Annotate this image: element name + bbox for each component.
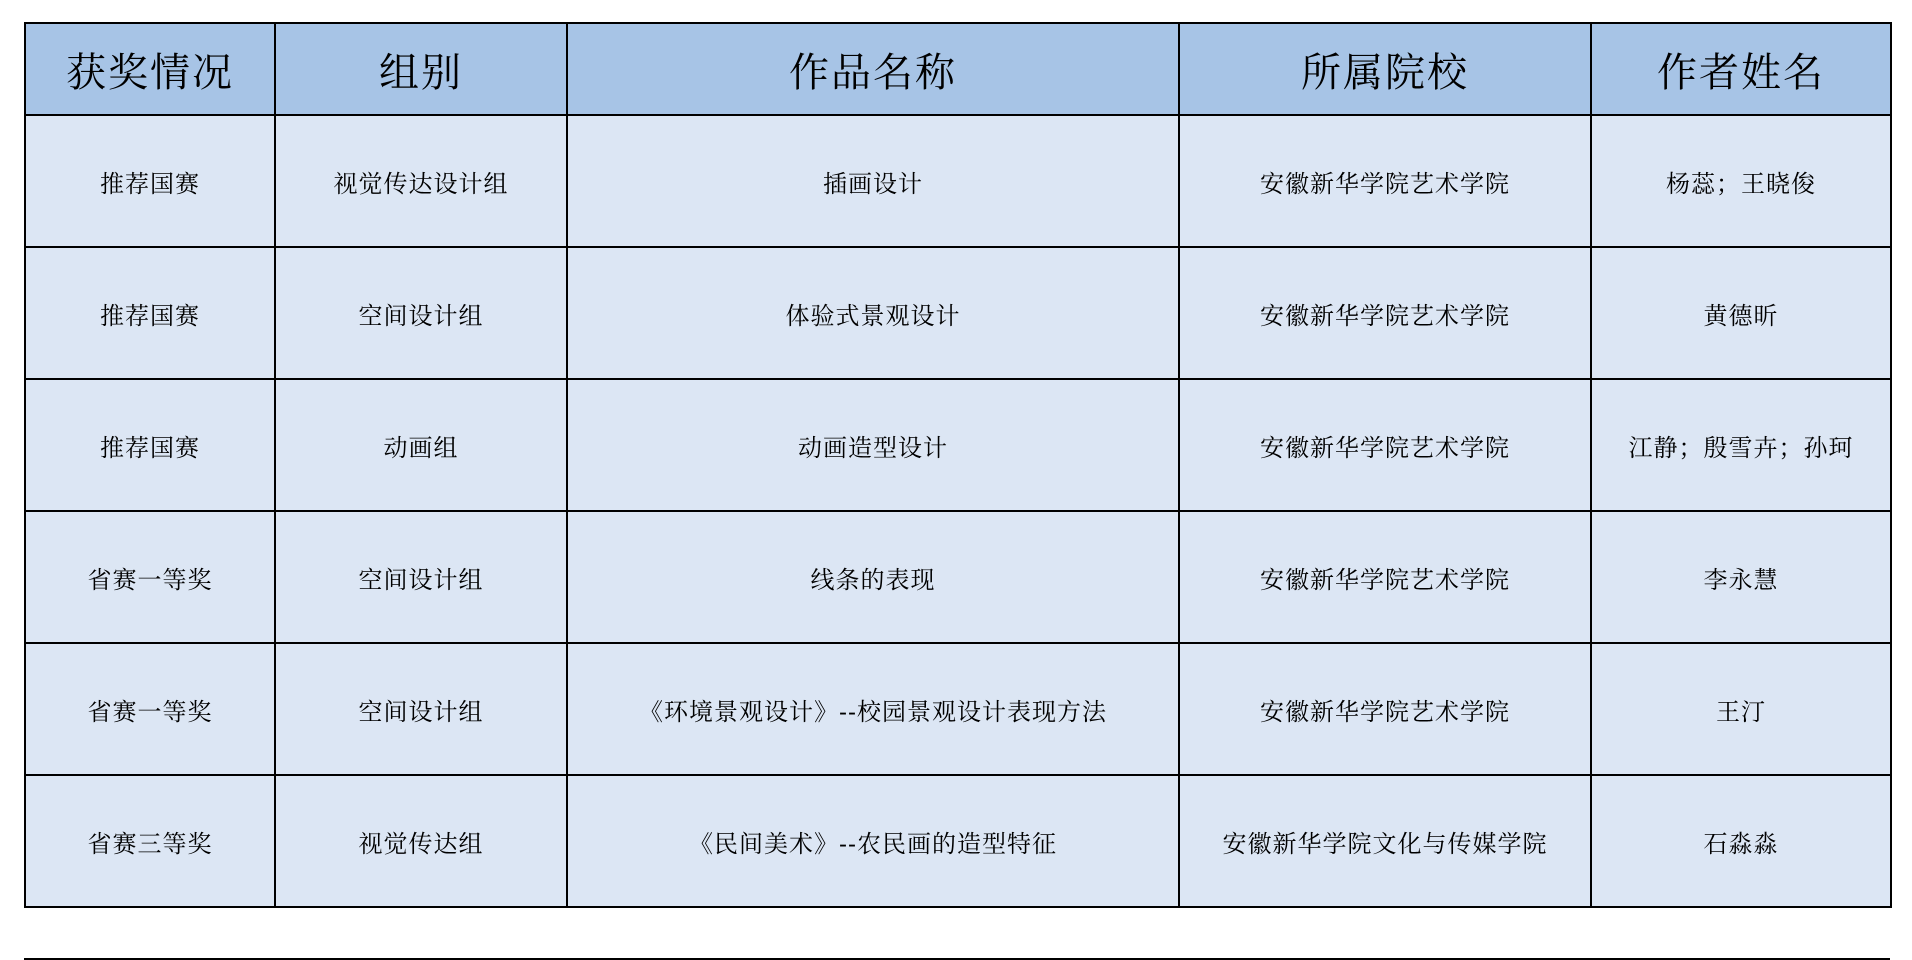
cell-award: 省赛三等奖 xyxy=(25,775,275,907)
table-header xyxy=(25,23,1891,115)
column-header-authors: 作者姓名 xyxy=(1591,23,1891,115)
cell-work: 《环境景观设计》--校园景观设计表现方法 xyxy=(567,643,1179,775)
table-row xyxy=(25,511,1891,643)
cell-school: 安徽新华学院艺术学院 xyxy=(1179,115,1591,247)
column-header-group: 组别 xyxy=(275,23,567,115)
cell-group: 动画组 xyxy=(275,379,567,511)
cell-group: 空间设计组 xyxy=(275,511,567,643)
cell-award: 推荐国赛 xyxy=(25,379,275,511)
column-header-award: 获奖情况 xyxy=(25,23,275,115)
cell-group: 视觉传达设计组 xyxy=(275,115,567,247)
cell-school: 安徽新华学院艺术学院 xyxy=(1179,247,1591,379)
cell-award: 推荐国赛 xyxy=(25,115,275,247)
cell-authors: 江静；殷雪卉；孙珂 xyxy=(1591,379,1891,511)
cell-award: 推荐国赛 xyxy=(25,247,275,379)
cell-work: 插画设计 xyxy=(567,115,1179,247)
column-header-work: 作品名称 xyxy=(567,23,1179,115)
cell-authors: 王汀 xyxy=(1591,643,1891,775)
cell-work: 体验式景观设计 xyxy=(567,247,1179,379)
cell-school: 安徽新华学院艺术学院 xyxy=(1179,643,1591,775)
award-results-table xyxy=(24,22,1892,908)
cell-authors: 杨蕊；王晓俊 xyxy=(1591,115,1891,247)
cell-work: 动画造型设计 xyxy=(567,379,1179,511)
cell-authors: 李永慧 xyxy=(1591,511,1891,643)
cell-school: 安徽新华学院文化与传媒学院 xyxy=(1179,775,1591,907)
table-row xyxy=(25,379,1891,511)
cell-work: 线条的表现 xyxy=(567,511,1179,643)
cell-school: 安徽新华学院艺术学院 xyxy=(1179,379,1591,511)
table-row xyxy=(25,115,1891,247)
cell-authors: 黄德昕 xyxy=(1591,247,1891,379)
cell-work: 《民间美术》--农民画的造型特征 xyxy=(567,775,1179,907)
table-row xyxy=(25,247,1891,379)
cell-school: 安徽新华学院艺术学院 xyxy=(1179,511,1591,643)
cell-group: 空间设计组 xyxy=(275,247,567,379)
cell-group: 空间设计组 xyxy=(275,643,567,775)
cell-award: 省赛一等奖 xyxy=(25,643,275,775)
column-header-school: 所属院校 xyxy=(1179,23,1591,115)
cell-group: 视觉传达组 xyxy=(275,775,567,907)
table-row xyxy=(25,643,1891,775)
table-body xyxy=(25,115,1891,907)
table-row xyxy=(25,775,1891,907)
table-header-row xyxy=(25,23,1891,115)
cell-authors: 石淼淼 xyxy=(1591,775,1891,907)
cell-award: 省赛一等奖 xyxy=(25,511,275,643)
